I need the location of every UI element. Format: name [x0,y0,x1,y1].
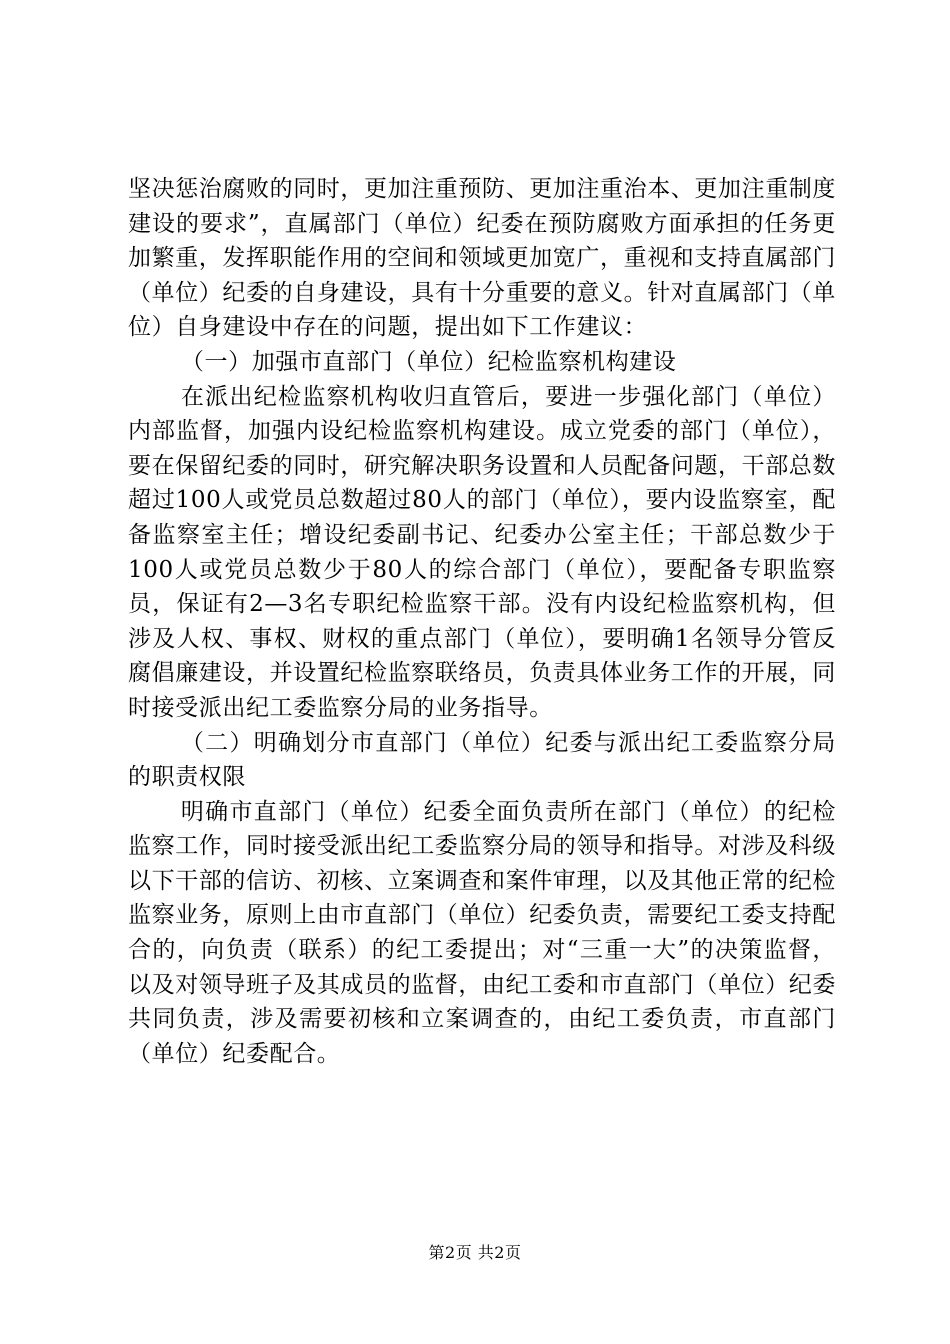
section-heading-2: （二）明确划分市直部门（单位）纪委与派出纪工委监察分局的职责权限 [128,729,836,791]
document-body [128,172,836,1071]
body-paragraph-3: 明确市直部门（单位）纪委全面负责所在部门（单位）的纪检监察工作，同时接受派出纪工委监察分局的领导和指导。对涉及科级以下干部的信访、初核、立案调查和案件审理，以及其他正常的纪检监察业务，原则上由市直部门（单位）纪委负责，需要纪工委支持配合的，向负责（联系）的纪工委提出；对“三重一大”的决策监督，以及对领导班子及其成员的监督，由纪工委和市直部门（单位）纪委共同负责，涉及需要初核和立案调查的，由纪工委负责，市直部门（单位）纪委配合。 [128,798,836,1067]
page-footer: 第2页 共2页 [428,1243,522,1262]
body-paragraph-2: 在派出纪检监察机构收归直管后，要进一步强化部门（单位）内部监督，加强内设纪检监察机构建设。成立党委的部门（单位），要在保留纪委的同时，研究解决职务设置和人员配备问题，干部总数超过100人或党员总数超过80人的部门（单位），要内设监察室，配备监察室主任；增设纪委副书记、纪委办公室主任；干部总数少于100人或党员总数少于80人的综合部门（单位），要配备专职监察员，保证有2—3名专职纪检监察干部。没有内设纪检监察机构，但涉及人权、事权、财权的重点部门（单位），要明确1名领导分管反腐倡廉建设，并设置纪检监察联络员，负责具体业务工作的开展，同时接受派出纪工委监察分局的业务指导。 [128,383,836,721]
body-paragraph-1: 坚决惩治腐败的同时，更加注重预防、更加注重治本、更加注重制度建设的要求”，直属部门（单位）纪委在预防腐败方面承担的任务更加繁重，发挥职能作用的空间和领域更加宽广，重视和支持直属部门（单位）纪委的自身建设，具有十分重要的意义。针对直属部门（单位）自身建设中存在的问题，提出如下工作建议： [128,176,836,341]
section-heading-1: （一）加强市直部门（单位）纪检监察机构建设 [180,348,677,375]
